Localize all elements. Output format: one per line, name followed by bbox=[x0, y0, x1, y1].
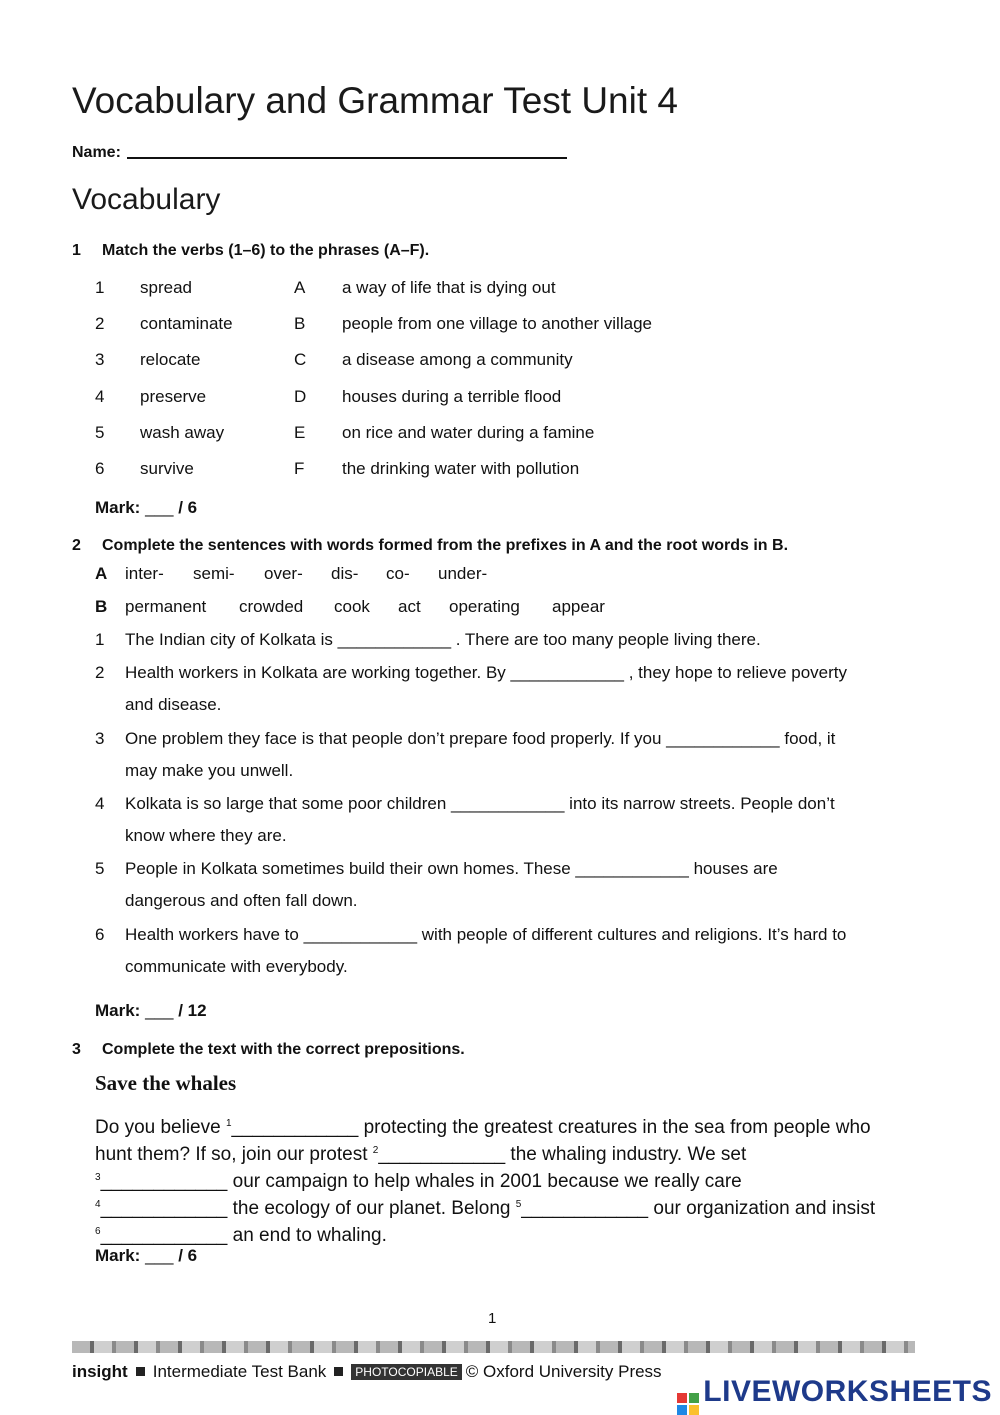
q2-instruction bbox=[72, 537, 788, 555]
photocopiable-badge: PHOTOCOPIABLE bbox=[351, 1364, 461, 1380]
square-bullet-icon bbox=[136, 1367, 145, 1376]
prefix[interactable]: dis- bbox=[331, 564, 359, 583]
sentence-text[interactable]: Health workers have to ____________ with people of different cultures and religions. It’s hard to bbox=[125, 925, 847, 944]
phrase-letter: E bbox=[294, 423, 306, 442]
passage-gap-segment[interactable]: ____________ the whaling industry. We set bbox=[378, 1144, 747, 1165]
name-field-row bbox=[72, 144, 567, 162]
square-bullet-icon bbox=[334, 1367, 343, 1376]
sentence-text[interactable]: One problem they face is that people don’t prepare food properly. If you ____________ food, it bbox=[125, 729, 836, 748]
q1-instruction bbox=[72, 242, 429, 260]
sentence-item bbox=[0, 794, 1000, 845]
q3-instruction bbox=[72, 1041, 465, 1059]
prefix[interactable]: semi- bbox=[193, 564, 235, 583]
prefix-label: A bbox=[95, 564, 108, 583]
verb-number: 5 bbox=[95, 423, 105, 442]
passage-gap-segment[interactable]: ____________ our campaign to help whales in 2001 because we really care bbox=[100, 1171, 742, 1192]
passage-text bbox=[95, 1112, 895, 1247]
q1-mark bbox=[95, 498, 197, 518]
sentence-text[interactable]: Health workers in Kolkata are working together. By ____________ , they hope to relieve poverty bbox=[125, 663, 847, 682]
footer-brand: insight bbox=[72, 1362, 128, 1381]
logo-square bbox=[677, 1405, 687, 1415]
phrase-letter: F bbox=[294, 459, 305, 478]
phrase[interactable]: on rice and water during a famine bbox=[342, 423, 595, 442]
verb-number: 3 bbox=[95, 350, 105, 369]
prefix[interactable]: over- bbox=[264, 564, 303, 583]
root-word[interactable]: operating bbox=[449, 597, 520, 616]
mark-blank: ___ bbox=[145, 1001, 174, 1020]
page-number: 1 bbox=[488, 1310, 497, 1327]
match-row bbox=[0, 459, 1000, 481]
sentence-item bbox=[0, 663, 1000, 714]
match-row bbox=[0, 387, 1000, 409]
phrase[interactable]: people from one village to another village bbox=[342, 314, 652, 333]
q2-instruction-text: Complete the sentences with words formed from the prefixes in A and the root words in B. bbox=[102, 537, 789, 554]
phrase[interactable]: a way of life that is dying out bbox=[342, 278, 556, 297]
verb[interactable]: relocate bbox=[140, 350, 201, 369]
mark-total: / 6 bbox=[178, 1246, 198, 1265]
verb[interactable]: wash away bbox=[140, 423, 225, 442]
match-row bbox=[0, 314, 1000, 336]
match-row bbox=[0, 278, 1000, 300]
q3-instruction-text: Complete the text with the correct prepositions. bbox=[102, 1041, 465, 1058]
sentence-text-continued: may make you unwell. bbox=[125, 761, 294, 780]
liveworksheets-logo-icon bbox=[677, 1393, 699, 1415]
mark-blank: ___ bbox=[145, 498, 174, 517]
verb[interactable]: spread bbox=[140, 278, 192, 297]
footer-test-bank: Intermediate Test Bank bbox=[152, 1362, 327, 1381]
match-row bbox=[0, 423, 1000, 445]
q2-mark bbox=[95, 1001, 207, 1021]
gap-number: 6 bbox=[95, 1226, 101, 1237]
phrase-letter: A bbox=[294, 278, 306, 297]
verb-number: 6 bbox=[95, 459, 105, 478]
gap-number: 5 bbox=[515, 1199, 522, 1210]
verb[interactable]: survive bbox=[140, 459, 194, 478]
root-word[interactable]: permanent bbox=[125, 597, 207, 616]
prefix[interactable]: under- bbox=[438, 564, 488, 583]
sentence-number: 4 bbox=[95, 794, 105, 813]
phrase-letter: C bbox=[294, 350, 307, 369]
passage-segment: Do you believe bbox=[95, 1117, 226, 1138]
passage-title: Save the whales bbox=[95, 1071, 237, 1095]
q1-instruction-text: Match the verbs (1–6) to the phrases (A–F). bbox=[102, 242, 430, 259]
logo-square bbox=[677, 1393, 687, 1403]
verb-number: 2 bbox=[95, 314, 105, 333]
root-word[interactable]: act bbox=[398, 597, 421, 616]
verb-number: 1 bbox=[95, 278, 105, 297]
verb-number: 4 bbox=[95, 387, 105, 406]
phrase[interactable]: a disease among a community bbox=[342, 350, 573, 369]
passage-gap-segment[interactable]: ____________ the ecology of our planet. Belong bbox=[100, 1198, 516, 1219]
gap-number: 2 bbox=[372, 1145, 379, 1156]
gap-number: 4 bbox=[95, 1199, 101, 1210]
mark-label: Mark: bbox=[95, 1246, 141, 1265]
sentence-text-continued: and disease. bbox=[125, 695, 222, 714]
logo-square bbox=[689, 1405, 699, 1415]
liveworksheets-text: LIVEWORKSHEETS bbox=[703, 1375, 992, 1408]
name-label: Name: bbox=[72, 144, 121, 161]
root-word[interactable]: appear bbox=[552, 597, 605, 616]
sentence-item bbox=[0, 729, 1000, 780]
gap-number: 1 bbox=[225, 1118, 232, 1129]
sentence-item bbox=[0, 925, 1000, 976]
mark-total: / 12 bbox=[178, 1001, 207, 1020]
mark-total: / 6 bbox=[178, 498, 198, 517]
sentence-text[interactable]: Kolkata is so large that some poor children ____________ into its narrow streets. People don’t bbox=[125, 794, 835, 813]
root-label: B bbox=[95, 597, 108, 616]
root-word[interactable]: cook bbox=[334, 597, 370, 616]
mark-blank: ___ bbox=[145, 1246, 174, 1265]
prefix[interactable]: co- bbox=[386, 564, 410, 583]
liveworksheets-watermark[interactable] bbox=[677, 1375, 992, 1415]
page-title: Vocabulary and Grammar Test Unit 4 bbox=[72, 80, 678, 121]
mark-label: Mark: bbox=[95, 498, 141, 517]
verb[interactable]: preserve bbox=[140, 387, 207, 406]
sentence-item bbox=[0, 630, 1000, 652]
passage-gap-segment[interactable]: ____________ an end to whaling. bbox=[100, 1225, 387, 1246]
passage-gap-segment[interactable]: ____________ our organization and insist bbox=[521, 1198, 876, 1219]
name-input-line[interactable] bbox=[127, 157, 567, 159]
sentence-item bbox=[0, 859, 1000, 910]
q2-number: 2 bbox=[72, 537, 81, 554]
mark-label: Mark: bbox=[95, 1001, 141, 1020]
phrase[interactable]: houses during a terrible flood bbox=[342, 387, 562, 406]
root-word[interactable]: crowded bbox=[239, 597, 304, 616]
verb[interactable]: contaminate bbox=[140, 314, 233, 333]
phrase[interactable]: the drinking water with pollution bbox=[342, 459, 580, 478]
footer-publisher: © Oxford University Press bbox=[465, 1362, 662, 1381]
q3-mark bbox=[95, 1246, 197, 1266]
sentence-number: 5 bbox=[95, 859, 105, 878]
logo-square bbox=[689, 1393, 699, 1403]
sentence-text[interactable]: People in Kolkata sometimes build their own homes. These ____________ houses are bbox=[125, 859, 778, 878]
passage-gap-segment[interactable]: ____________ protecting the greatest creatures in the sea from people who hunt them? If so, join our protest bbox=[95, 1117, 871, 1165]
sentence-number: 1 bbox=[95, 630, 105, 649]
sentence-text[interactable]: The Indian city of Kolkata is ____________ . There are too many people living there. bbox=[125, 630, 761, 649]
phrase-letter: B bbox=[294, 314, 306, 333]
prefix[interactable]: inter- bbox=[125, 564, 164, 583]
sentence-number: 3 bbox=[95, 729, 105, 748]
root-row bbox=[0, 597, 1000, 619]
sentence-number: 6 bbox=[95, 925, 105, 944]
prefix-row bbox=[0, 564, 1000, 586]
section-title: Vocabulary bbox=[72, 183, 221, 216]
footer bbox=[72, 1362, 662, 1382]
sentence-text-continued: dangerous and often fall down. bbox=[125, 891, 358, 910]
phrase-letter: D bbox=[294, 387, 307, 406]
match-row bbox=[0, 350, 1000, 372]
q3-number: 3 bbox=[72, 1041, 81, 1058]
q1-number: 1 bbox=[72, 242, 81, 259]
sentence-number: 2 bbox=[95, 663, 105, 682]
sentence-text-continued: know where they are. bbox=[125, 826, 287, 845]
gap-number: 3 bbox=[95, 1172, 101, 1183]
footer-decorative-bar bbox=[72, 1341, 915, 1353]
sentence-text-continued: communicate with everybody. bbox=[125, 957, 348, 976]
